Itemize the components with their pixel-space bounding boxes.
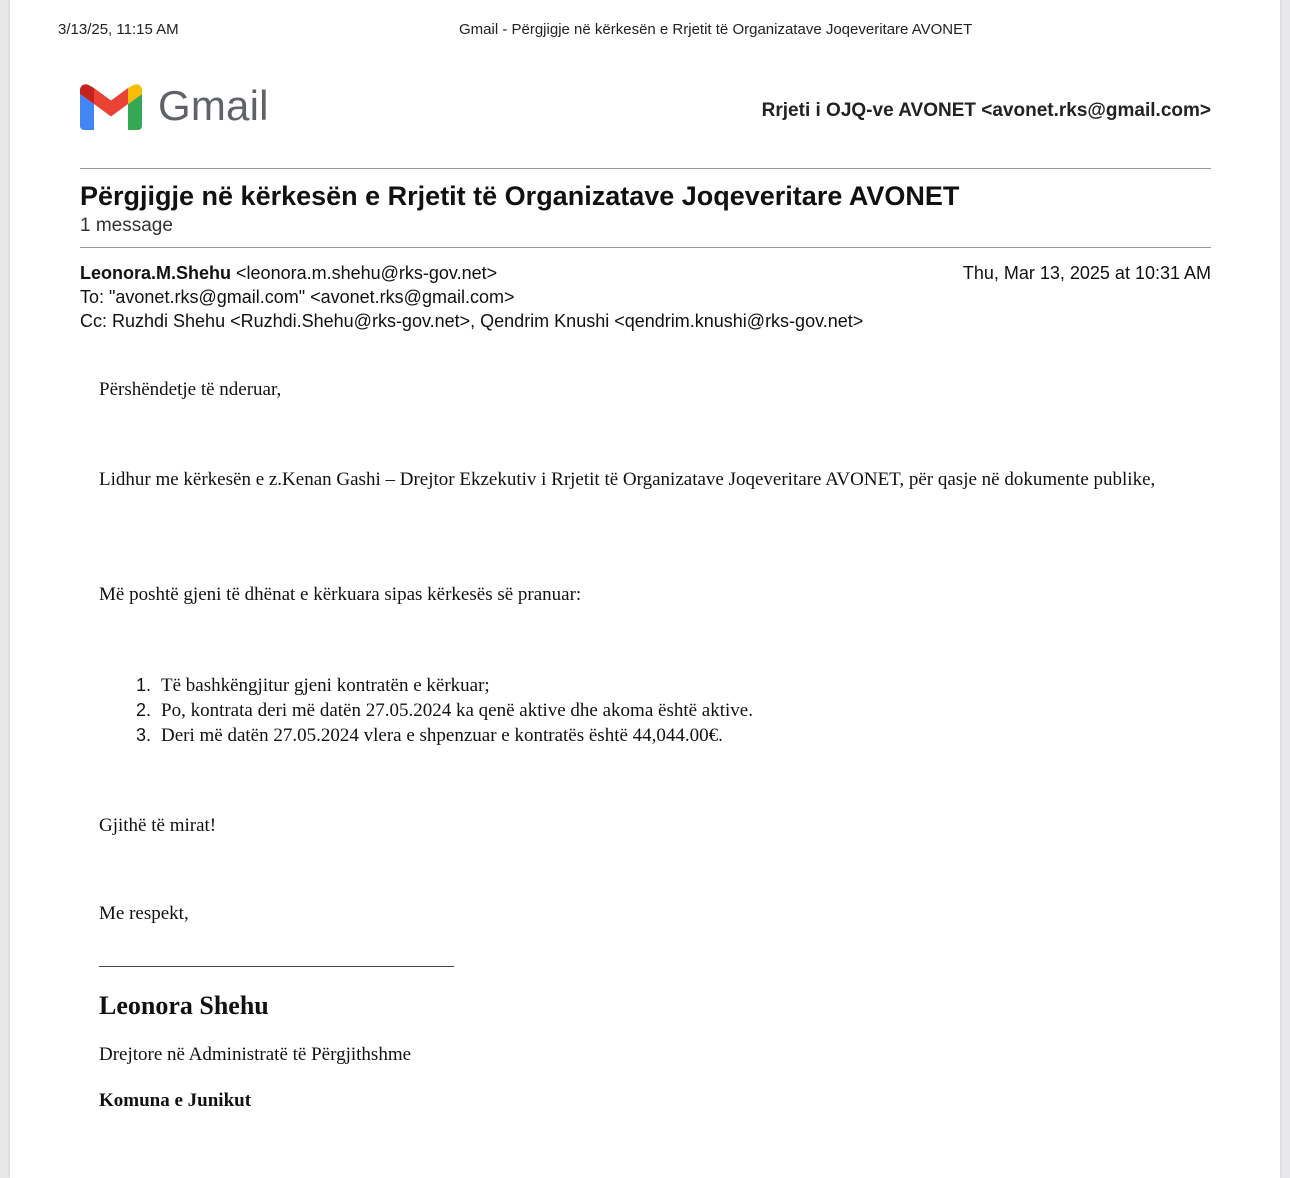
regards: Me respekt, [99, 903, 189, 924]
message-to: To: "avonet.rks@gmail.com" <avonet.rks@gmail.com> [80, 287, 515, 307]
print-page [10, 0, 1280, 1178]
list-item-number: 1. [136, 675, 152, 695]
sender-name: Leonora.M.Shehu [80, 263, 232, 283]
message-from-row [80, 261, 1211, 285]
list-item [136, 723, 753, 748]
signature-name: Leonora Shehu [99, 991, 269, 1020]
subject-divider [80, 247, 1211, 248]
body-paragraph-2: Më poshtë gjeni të dhënat e kërkuara sipas kërkesës së pranuar: [99, 584, 582, 605]
signature-line [99, 966, 454, 967]
closing: Gjithë të mirat! [99, 815, 217, 836]
list-item-number: 3. [136, 725, 152, 745]
greeting: Përshëndetje të nderuar, [99, 379, 282, 400]
list-item-number: 2. [136, 700, 152, 720]
gmail-wordmark: Gmail [158, 82, 269, 129]
list-item [136, 698, 753, 723]
sender-email: <leonora.m.shehu@rks-gov.net> [236, 263, 498, 283]
message-count: 1 message [80, 215, 173, 236]
print-title: Gmail - Përgjigje në kërkesën e Rrjetit të Organizatave Joqeveritare AVONET [459, 21, 973, 38]
header-divider [80, 168, 1211, 169]
signature-organization: Komuna e Junikut [99, 1090, 252, 1111]
gmail-header [80, 80, 1211, 138]
account-identity: Rrjeti i OJQ-ve AVONET <avonet.rks@gmail.com> [761, 100, 1211, 121]
answers-list [136, 673, 753, 748]
print-datetime: 3/13/25, 11:15 AM [58, 21, 179, 38]
message-cc: Cc: Ruzhdi Shehu <Ruzhdi.Shehu@rks-gov.net>, Qendrim Knushi <qendrim.knushi@rks-gov.net> [80, 311, 864, 331]
list-item-text: Të bashkëngjitur gjeni kontratën e kërkuar; [161, 675, 490, 696]
list-item-text: Deri më datën 27.05.2024 vlera e shpenzuar e kontratës është 44,044.00€. [161, 725, 723, 746]
signature-title: Drejtore në Administratë të Përgjithshme [99, 1044, 412, 1065]
list-item-text: Po, kontrata deri më datën 27.05.2024 ka qenë aktive dhe akoma është aktive. [161, 700, 753, 721]
list-item [136, 673, 753, 698]
body-paragraph-1: Lidhur me kërkesën e z.Kenan Gashi – Drejtor Ekzekutiv i Rrjetit të Organizatave Joqeveritare AVONET, për qasje në dokumente publike, [99, 469, 1156, 490]
thread-subject: Përgjigje në kërkesën e Rrjetit të Organizatave Joqeveritare AVONET [80, 181, 960, 211]
gmail-logo-icon [80, 84, 142, 130]
message-date: Thu, Mar 13, 2025 at 10:31 AM [962, 263, 1211, 283]
